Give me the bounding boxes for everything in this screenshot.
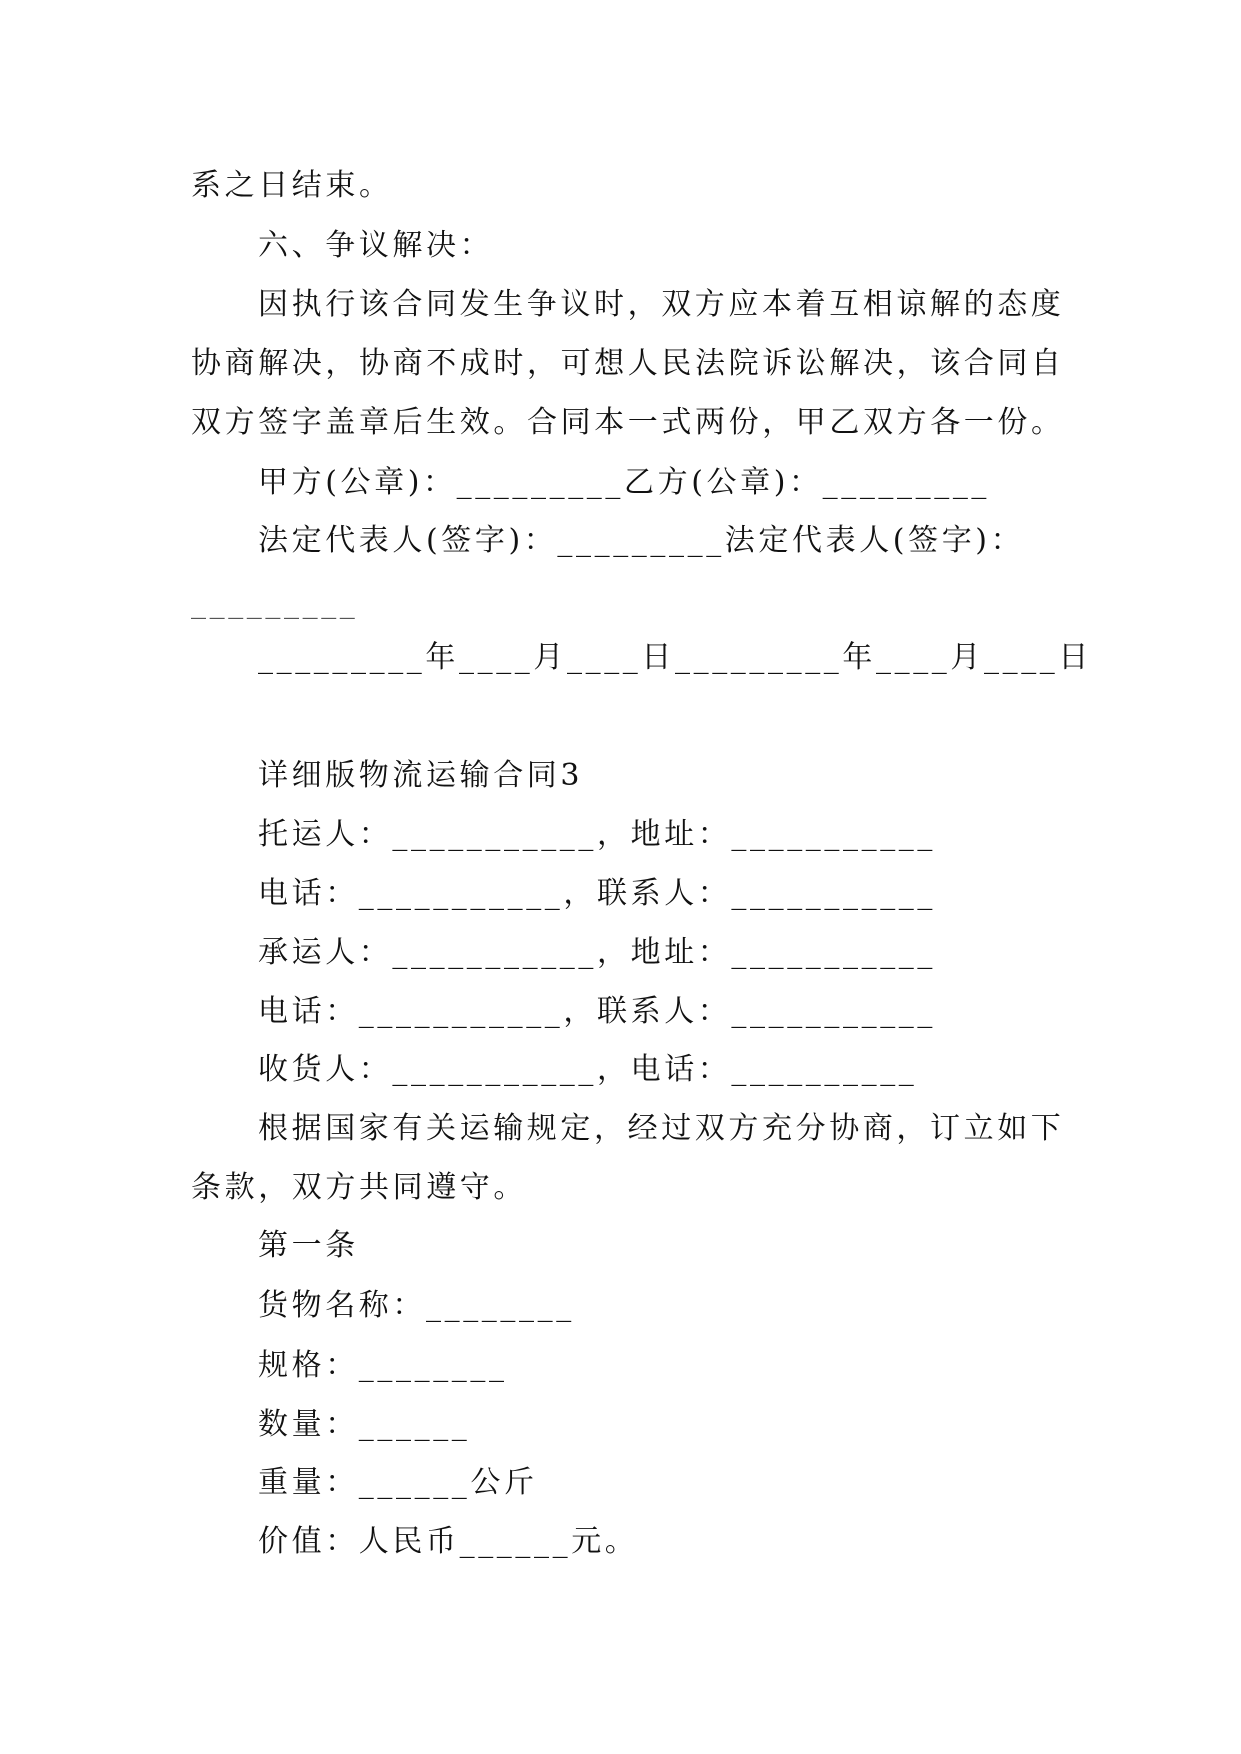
- signature-line: 法定代表人(签字)：_________法定代表人(签字)：: [258, 523, 1025, 558]
- signature-blank: _________: [191, 585, 359, 620]
- shipper-phone-line: 电话：___________，联系人：___________: [258, 876, 936, 911]
- seal-line: 甲方(公章)：_________乙方(公章)：_________: [258, 465, 991, 500]
- consignee-line: 收货人：___________，电话：__________: [258, 1052, 918, 1087]
- document-title: 详细版物流运输合同3: [258, 758, 584, 793]
- value-line: 价值：人民币______元。: [258, 1524, 639, 1559]
- goods-name-line: 货物名称：________: [258, 1288, 575, 1323]
- paragraph-line: 系之日结束。: [191, 168, 393, 203]
- paragraph-line: 条款，双方共同遵守。: [191, 1170, 527, 1205]
- quantity-line: 数量：______: [258, 1407, 471, 1442]
- spec-line: 规格：________: [258, 1348, 508, 1383]
- paragraph-line: 因执行该合同发生争议时，双方应本着互相谅解的态度: [258, 287, 1065, 322]
- paragraph-line: 双方签字盖章后生效。合同本一式两份，甲乙双方各一份。: [191, 405, 1065, 440]
- shipper-line: 托运人：___________，地址：___________: [258, 817, 936, 852]
- article-heading: 第一条: [258, 1228, 359, 1263]
- date-line: _________年____月____日_________年____月____日: [258, 640, 1092, 675]
- carrier-phone-line: 电话：___________，联系人：___________: [258, 994, 936, 1029]
- paragraph-line: 协商解决，协商不成时，可想人民法院诉讼解决，该合同自: [191, 346, 1065, 381]
- paragraph-line: 根据国家有关运输规定，经过双方充分协商，订立如下: [258, 1111, 1065, 1146]
- section-heading: 六、争议解决：: [258, 228, 494, 263]
- carrier-line: 承运人：___________，地址：___________: [258, 935, 936, 970]
- weight-line: 重量：______公斤: [258, 1465, 538, 1500]
